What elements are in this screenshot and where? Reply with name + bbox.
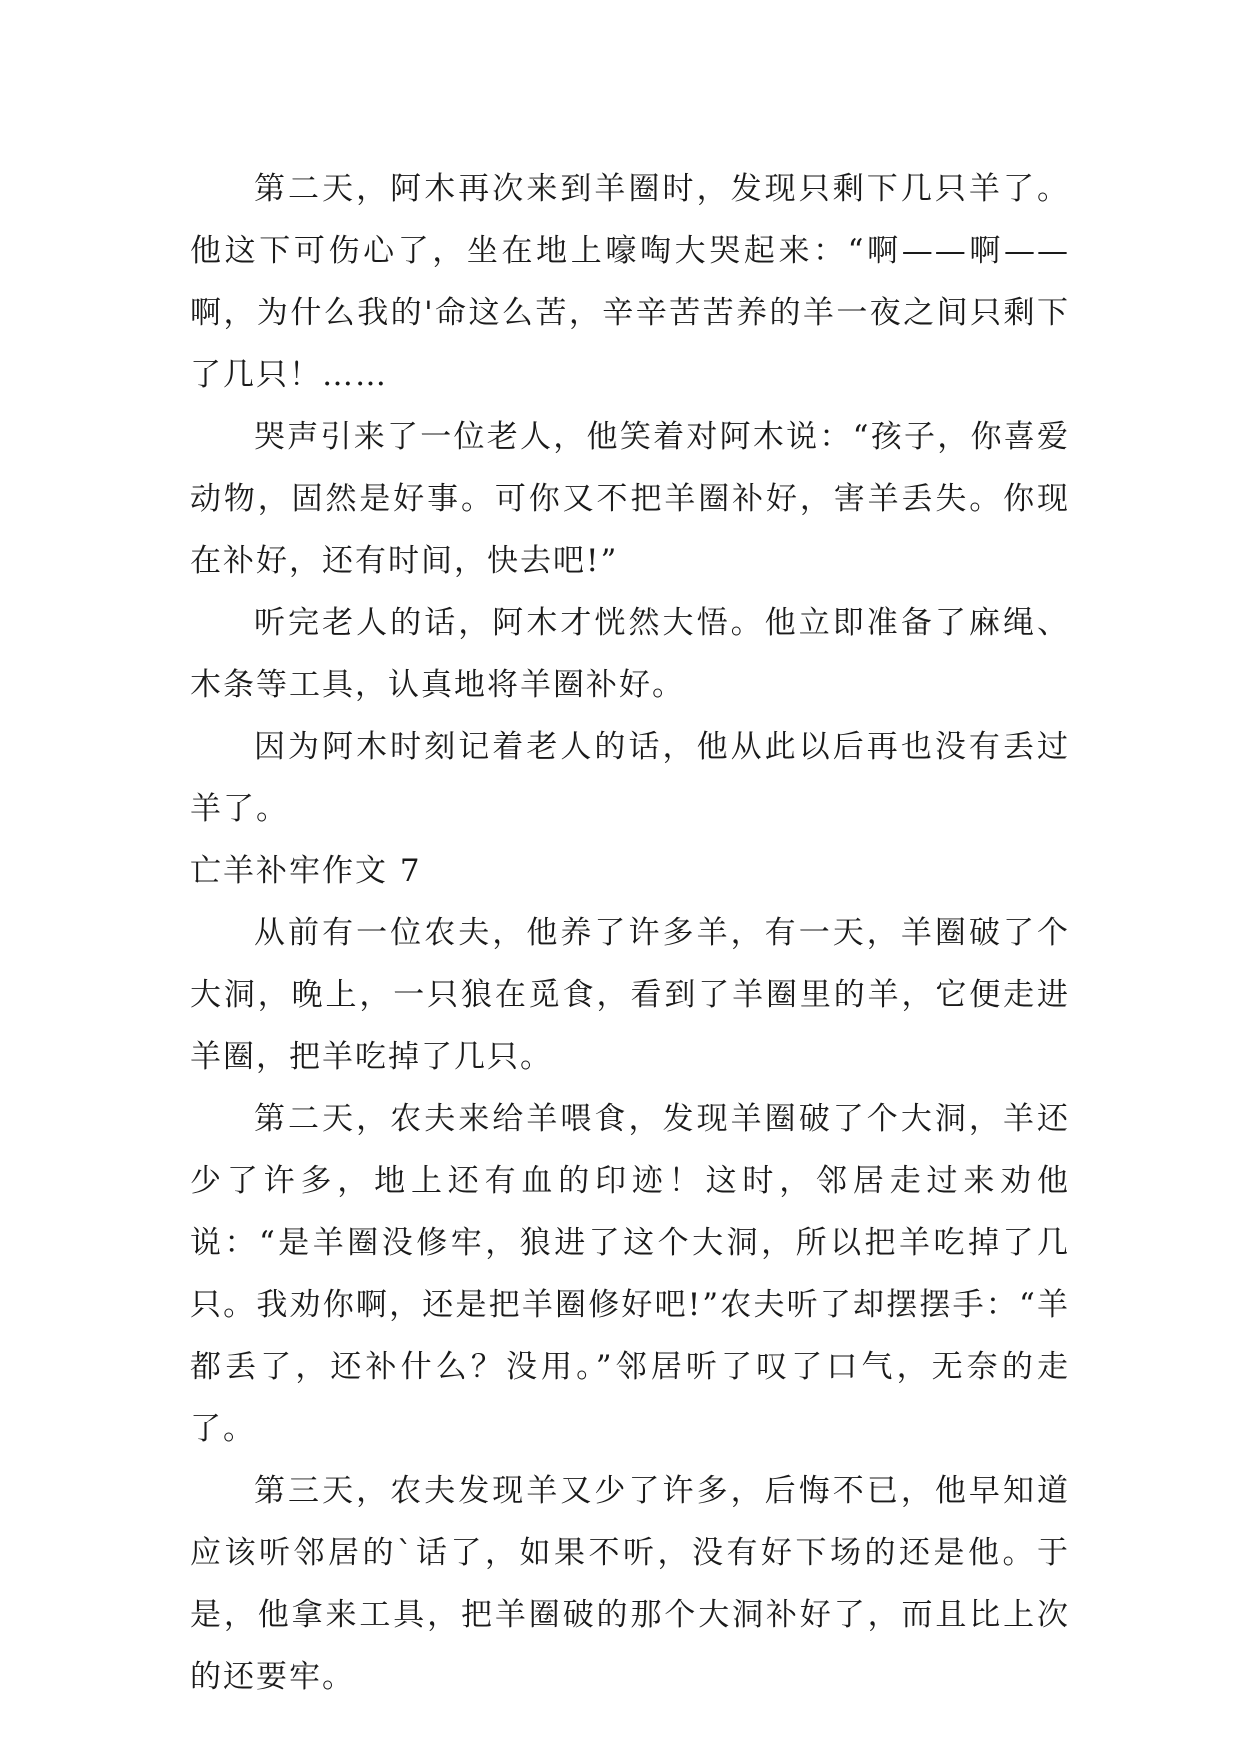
- document-body: [190, 158, 1070, 1708]
- paragraph: 第三天，农夫发现羊又少了许多，后悔不已，他早知道应该听邻居的`话了，如果不听，没有好下场的还是他。于是，他拿来工具，把羊圈破的那个大洞补好了，而且比上次的还要牢。: [190, 1473, 1070, 1695]
- paragraph: 听完老人的话，阿木才恍然大悟。他立即准备了麻绳、木条等工具，认真地将羊圈补好。: [190, 605, 1070, 703]
- paragraph: 哭声引来了一位老人，他笑着对阿木说：“孩子，你喜爱动物，固然是好事。可你又不把羊圈补好，害羊丢失。你现在补好，还有时间，快去吧!”: [190, 419, 1070, 579]
- paragraph: 因为阿木时刻记着老人的话，他从此以后再也没有丢过羊了。: [190, 729, 1070, 827]
- section-heading: 亡羊补牢作文 7: [190, 853, 422, 889]
- paragraph: 从前有一位农夫，他养了许多羊，有一天，羊圈破了个大洞，晚上，一只狼在觅食，看到了羊圈里的羊，它便走进羊圈，把羊吃掉了几只。: [190, 915, 1070, 1075]
- paragraph: 第二天，农夫来给羊喂食，发现羊圈破了个大洞，羊还少了许多，地上还有血的印迹！这时，邻居走过来劝他说：“是羊圈没修牢，狼进了这个大洞，所以把羊吃掉了几只。我劝你啊，还是把羊圈修好吧!”农夫听了却摆摆手：“羊都丢了，还补什么？没用。”邻居听了叹了口气，无奈的走了。: [190, 1101, 1070, 1447]
- paragraph: 第二天，阿木再次来到羊圈时，发现只剩下几只羊了。他这下可伤心了，坐在地上嚎啕大哭起来：“啊——啊——啊，为什么我的'命这么苦，辛辛苦苦养的羊一夜之间只剩下了几只！……: [190, 171, 1070, 393]
